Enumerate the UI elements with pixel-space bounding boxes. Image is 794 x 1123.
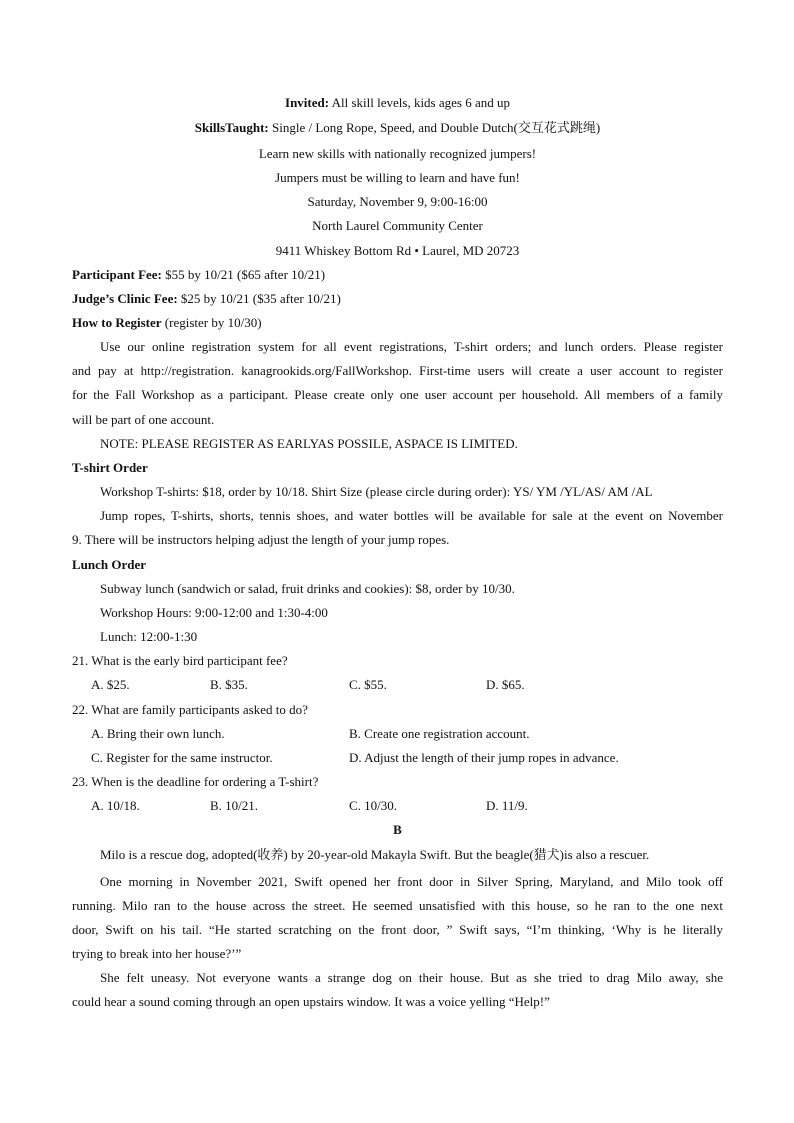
question-23-option-c: C. 10/30. — [349, 798, 398, 813]
passage-b-p3-line-2: could hear a sound coming through an open upstairs window. It was a voice yelling “Help!” — [72, 994, 550, 1009]
register-note: NOTE: PLEASE REGISTER AS EARLYAS POSSILE, ASPACE IS LIMITED. — [100, 436, 518, 451]
question-22-option-b: B. Create one registration account. — [349, 726, 530, 741]
register-paragraph-line-1: Use our online registration system for all event registrations, T-shirt orders; and lunch orders. Please register — [100, 339, 723, 354]
participant-fee-text: $55 by 10/21 ($65 after 10/21) — [161, 267, 326, 282]
question-21-option-a: A. $25. — [91, 677, 130, 692]
lunch-heading-label: Lunch Order — [72, 557, 147, 572]
register-heading-note: (register by 10/30) — [161, 315, 262, 330]
workshop-hours: Workshop Hours: 9:00-12:00 and 1:30-4:00 — [100, 605, 328, 620]
event-date: Saturday, November 9, 9:00-16:00 — [307, 194, 488, 209]
section-b-heading — [72, 822, 723, 838]
judge-fee-label: Judge’s Clinic Fee: — [72, 291, 178, 306]
participant-fee — [72, 267, 723, 283]
question-23-option-b: B. 10/21. — [210, 798, 259, 813]
question-23-option-a: A. 10/18. — [91, 798, 140, 813]
question-23-stem: 23. When is the deadline for ordering a T-shirt? — [72, 774, 319, 789]
lunch-heading — [72, 557, 723, 573]
passage-b-paragraph-1: Milo is a rescue dog, adopted(收养) by 20-year-old Makayla Swift. But the beagle(猎犬)is also a rescuer. — [100, 847, 650, 862]
section-b-heading-label: B — [393, 822, 402, 837]
invited-label: Invited: — [285, 95, 330, 110]
question-22-stem: 22. What are family participants asked to do? — [72, 702, 308, 717]
event-venue: North Laurel Community Center — [312, 218, 483, 233]
event-address: 9411 Whiskey Bottom Rd • Laurel, MD 20723 — [275, 243, 520, 258]
header-line-4: Jumpers must be willing to learn and have fun! — [275, 170, 520, 185]
passage-b-p2-line-3: door, Swift on his tail. “He started scratching on the front door, ” Swift says, “I’m thinking, ‘Why is he literally — [72, 922, 723, 937]
register-paragraph-line-3: for the Fall Workshop as a participant. Please create only one user account per household. All members of a family — [72, 387, 723, 402]
participant-fee-label: Participant Fee: — [72, 267, 162, 282]
invited-text: All skill levels, kids ages 6 and up — [329, 95, 510, 110]
question-22-option-a: A. Bring their own lunch. — [91, 726, 225, 741]
skills-text: Single / Long Rope, Speed, and Double Dutch(交互花式跳绳) — [268, 120, 601, 135]
tshirt-line-2: Jump ropes, T-shirts, shorts, tennis shoes, and water bottles will be available for sale at the event on November — [100, 508, 723, 523]
passage-b-p3-line-1: She felt uneasy. Not everyone wants a strange dog on their house. But as she tried to drag Milo away, she — [100, 970, 723, 985]
passage-b-p2-line-2: running. Milo ran to the house across the street. He seemed unsatisfied with this house, so he ran to the one next — [72, 898, 723, 913]
question-21-option-c: C. $55. — [349, 677, 387, 692]
tshirt-heading — [72, 460, 723, 476]
header-line-3: Learn new skills with nationally recognized jumpers! — [258, 146, 537, 161]
lunch-line-1: Subway lunch (sandwich or salad, fruit drinks and cookies): $8, order by 10/30. — [100, 581, 515, 596]
passage-b-p2-line-4: trying to break into her house?’” — [72, 946, 242, 961]
register-heading-label: How to Register — [72, 315, 162, 330]
question-21-option-d: D. $65. — [486, 677, 525, 692]
question-22-option-c: C. Register for the same instructor. — [91, 750, 273, 765]
question-21-option-b: B. $35. — [210, 677, 248, 692]
passage-b-p2-line-1: One morning in November 2021, Swift opened her front door in Silver Spring, Maryland, and Milo took off — [100, 874, 723, 889]
skills-line — [72, 120, 723, 136]
skills-label: SkillsTaught: — [194, 120, 269, 135]
question-23-option-d: D. 11/9. — [486, 798, 528, 813]
register-paragraph-line-2: and pay at http://registration. kanagrookids.org/FallWorkshop. First-time users will create a user account to register — [72, 363, 723, 378]
invited-line — [72, 95, 723, 111]
question-22-option-d: D. Adjust the length of their jump ropes in advance. — [349, 750, 619, 765]
tshirt-line-3: 9. There will be instructors helping adjust the length of your jump ropes. — [72, 532, 450, 547]
register-heading — [72, 315, 723, 331]
tshirt-line-1: Workshop T-shirts: $18, order by 10/18. Shirt Size (please circle during order): YS/ YM /YL/AS/ AM /AL — [100, 484, 653, 499]
register-paragraph-line-4: will be part of one account. — [72, 412, 215, 427]
lunch-hours: Lunch: 12:00-1:30 — [100, 629, 198, 644]
question-21-stem: 21. What is the early bird participant fee? — [72, 653, 288, 668]
tshirt-heading-label: T-shirt Order — [72, 460, 148, 475]
judge-fee-text: $25 by 10/21 ($35 after 10/21) — [177, 291, 341, 306]
judge-fee — [72, 291, 723, 307]
